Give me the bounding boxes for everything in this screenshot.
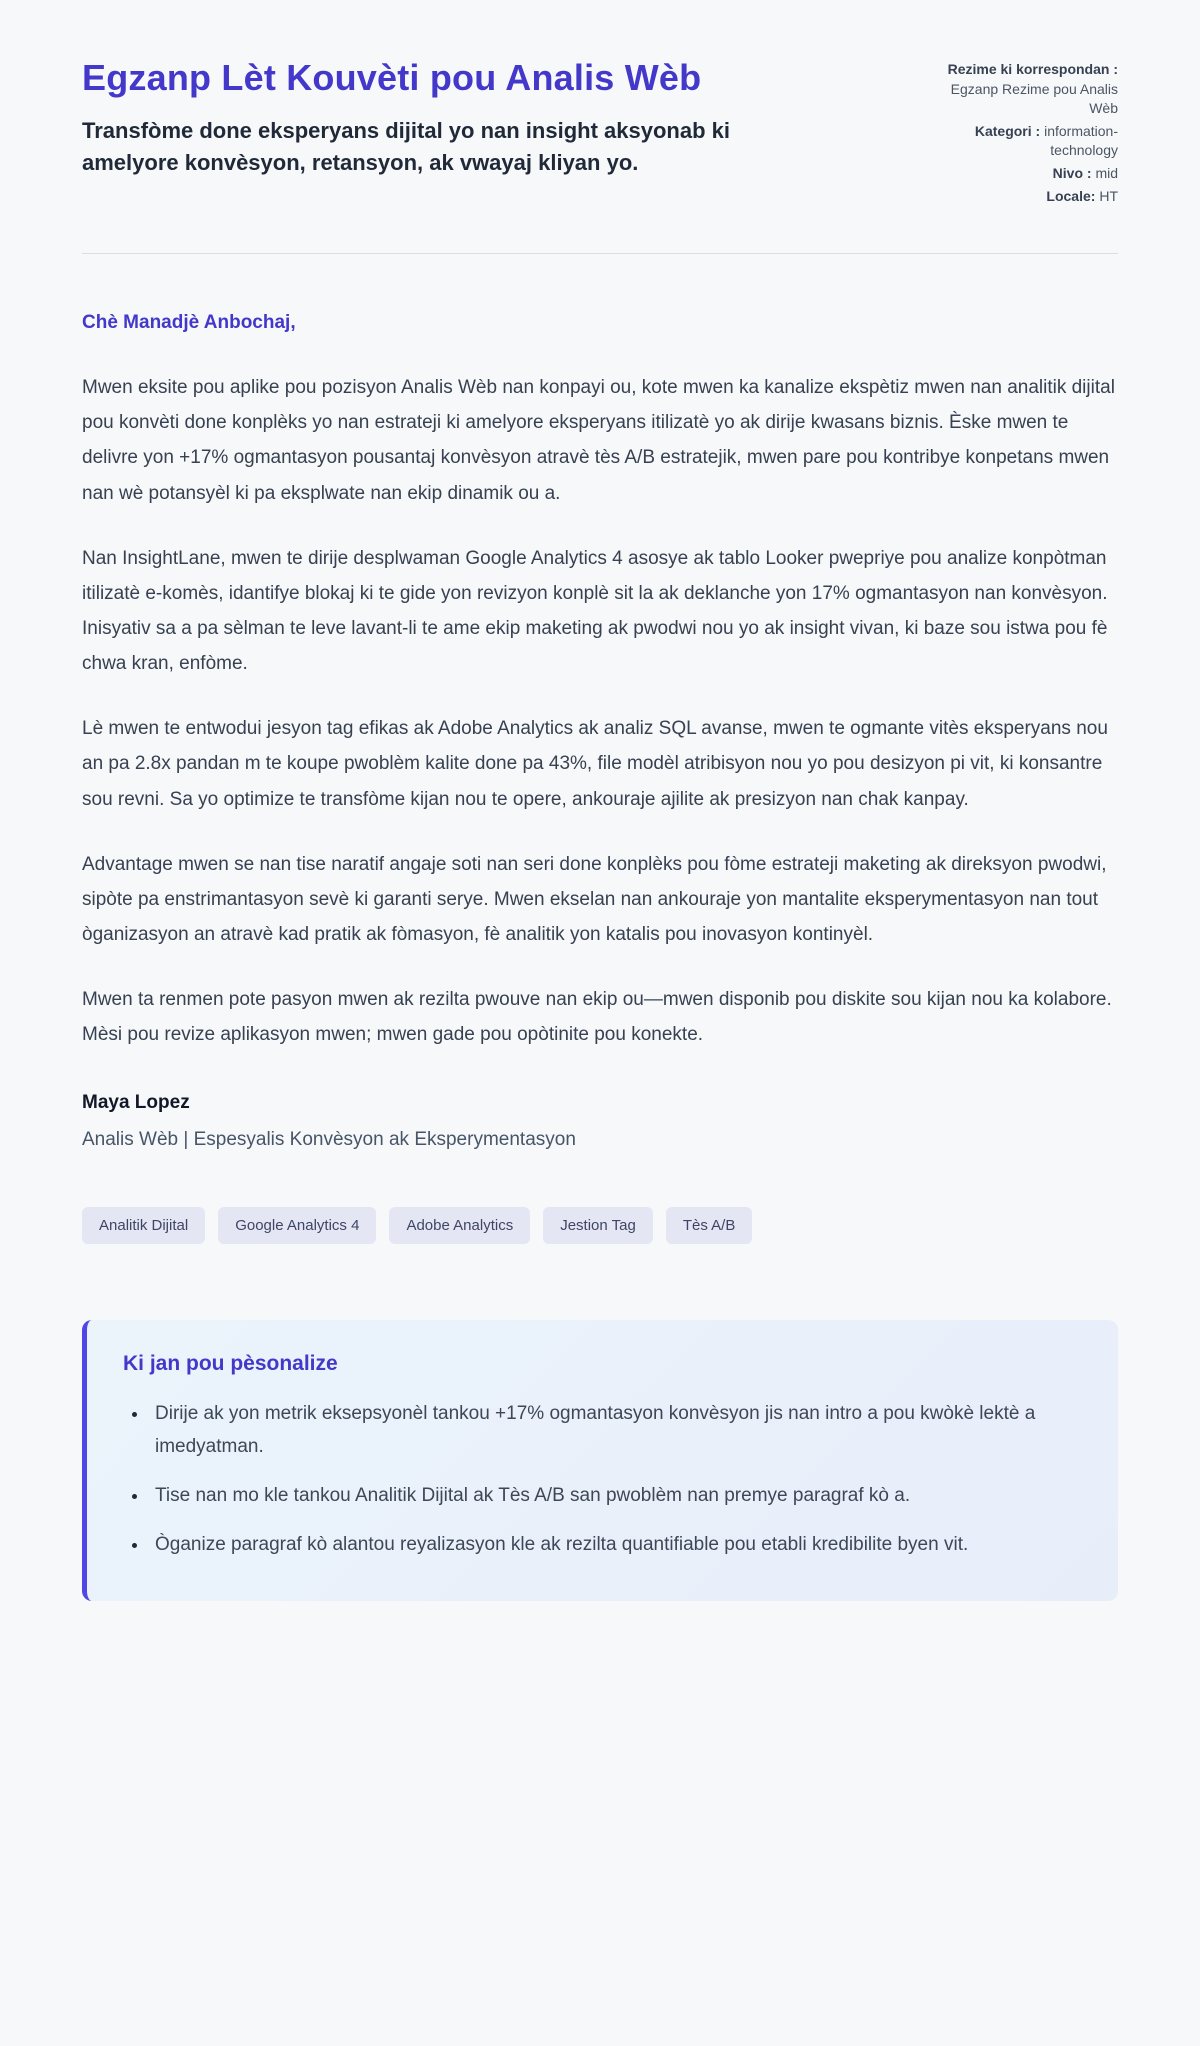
tag: Analitik Dijital: [82, 1207, 205, 1244]
header-title-block: [82, 56, 742, 179]
greeting: Chè Manadjè Anbochaj,: [82, 312, 296, 334]
meta-value: HT: [1099, 187, 1118, 204]
meta-label: Nivo :: [1052, 164, 1092, 181]
tip-item: • Tise nan mo kle tankou Analitik Dijital ak Tès A/B san pwoblèm nan premye paragraf kò a.: [149, 1480, 1082, 1512]
letter-paragraph: Advantage mwen se nan tise naratif angaje soti nan seri done konplèks pou fòme estrateji maketing ak direksyon pwodwi, sipòte pa enstrimantasyon sevè ki garanti serye. Mwen ekselan nan ankouraje yon mantalite eksperymentasyon nan tout òganizasyon an atravè kad pratik ak fòmasyon, fè analitik yon katalis pou inovasyon kontinyèl.: [82, 853, 1107, 945]
meta-label: Kategori :: [974, 122, 1041, 139]
tips-list: [123, 1398, 1082, 1561]
letter-body: [82, 312, 1118, 1600]
meta-label: Locale:: [1046, 187, 1096, 204]
meta-row: [936, 164, 1118, 184]
tag: Jestion Tag: [543, 1207, 653, 1244]
tip-item: • Òganize paragraf kò alantou reyalizasyon kle ak rezilta quantifiable pou etabli kredibilite byen vit.: [149, 1529, 1082, 1561]
tips-box: [82, 1320, 1118, 1600]
tip-item: • Dirije ak yon metrik eksepsyonèl tankou +17% ogmantasyon konvèsyon jis nan intro a pou kwòkè lektè a imedyatman.: [149, 1398, 1082, 1463]
page-subtitle: Transfòme done eksperyans dijital yo nan insight aksyonab ki amelyore konvèsyon, retansyon, ak vwayaj kliyan yo.: [82, 118, 730, 176]
tag: Tès A/B: [666, 1207, 753, 1244]
signature-role: Analis Wèb | Espesyalis Konvèsyon ak Eksperymentasyon: [82, 1129, 576, 1151]
letter-paragraph: Mwen ta renmen pote pasyon mwen ak rezilta pwouve nan ekip ou—mwen disponib pou diskite sou kijan nou ka kolabore. Mèsi pou revize aplikasyon mwen; mwen gade pou opòtinite pou konekte.: [82, 989, 1112, 1046]
meta-value: Egzanp Rezime pou Analis Wèb: [950, 80, 1118, 117]
tag-list: [82, 1207, 1118, 1244]
signature-name: Maya Lopez: [82, 1092, 190, 1114]
letter-paragraph: Nan InsightLane, mwen te dirije desplwaman Google Analytics 4 asosye ak tablo Looker pwepriye pou analize konpòtman itilizatè e-komès, idantifye blokaj ki te gide yon revizyon konplè sit la ak deklanche yon 17% ogmantasyon nan konvèsyon. Inisyativ sa a pa sèlman te leve lavant-li te ame ekip maketing ak pwodwi nou yo ak insight vivan, ki baze sou istwa pou fè chwa kran, enfòme.: [82, 547, 1108, 675]
page-title: Egzanp Lèt Kouvèti pou Analis Wèb: [82, 57, 702, 98]
meta-panel: [936, 56, 1118, 209]
meta-row: [936, 60, 1118, 119]
meta-value: mid: [1095, 164, 1118, 181]
tag: Adobe Analytics: [389, 1207, 530, 1244]
meta-value: information-technology: [1044, 122, 1118, 159]
meta-row: [936, 187, 1118, 207]
meta-row: [936, 122, 1118, 161]
letter-paragraphs: [82, 370, 1118, 1052]
tag: Google Analytics 4: [218, 1207, 376, 1244]
meta-label: Rezime ki korrespondan :: [947, 61, 1118, 77]
tips-heading: Ki jan pou pèsonalize: [123, 1352, 338, 1376]
header: [82, 56, 1118, 254]
letter-paragraph: Mwen eksite pou aplike pou pozisyon Analis Wèb nan konpayi ou, kote mwen ka kanalize ekspètiz mwen nan analitik dijital pou konvèti done konplèks yo nan estrateji ki amelyore eksperyans itilizatè yo ak dirije kwasans biznis. Èske mwen te delivre yon +17% ogmantasyon pousantaj konvèsyon atravè tès A/B estratejik, mwen pare pou kontribye konpetans mwen nan wè potansyèl ki pa eksplwate nan ekip dinamik ou a.: [82, 377, 1115, 504]
letter-paragraph: Lè mwen te entwodui jesyon tag efikas ak Adobe Analytics ak analiz SQL avanse, mwen te ogmante vitès eksperyans nou an pa 2.8x pandan m te koupe pwoblèm kalite done pa 43%, file modèl atribisyon nou yo pou desizyon pi vit, ki konsantre sou revni. Sa yo optimize te transfòme kijan nou te opere, ankouraje ajilite ak presizyon nan chak kanpay.: [82, 718, 1108, 810]
